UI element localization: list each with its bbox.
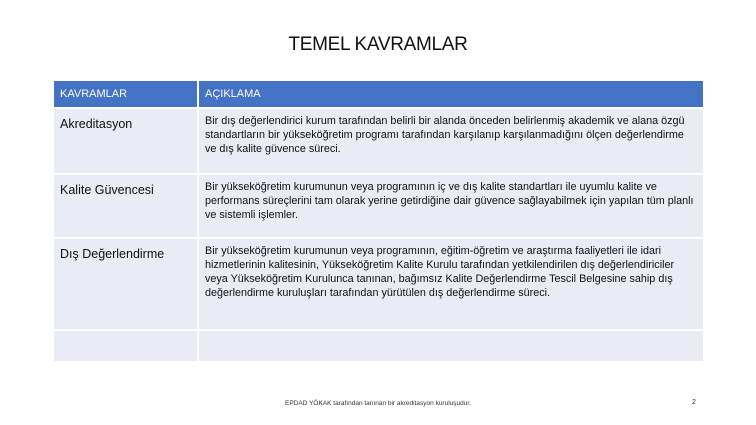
table-header-row bbox=[54, 81, 704, 108]
table-row bbox=[54, 330, 704, 361]
table-row bbox=[54, 108, 704, 174]
header-aciklama: AÇIKLAMA bbox=[198, 81, 704, 108]
table-row bbox=[54, 174, 704, 238]
description-cell: Bir dış değerlendirici kurum tarafından belirli bir alanda önceden belirlenmiş akademik ve alana özgü standartların bir yükseköğretim programı tarafından karşılanıp karşılanmadığını ölçen değerlendirme ve dış kalite güvence süreci. bbox=[198, 108, 704, 174]
description-cell bbox=[198, 330, 704, 361]
description-cell: Bir yükseköğretim kurumunun veya programının, eğitim-öğretim ve araştırma faaliyetleri ile idari hizmetlerinin kalitesinin, Yükseköğretim Kalite Kurulu tarafından yetkilendirilen dış değerlendiriciler veya Yükseköğretim Kurulunca tanınan, bağımsız Kalite Değerlendirme Tescil Belgesine sahip dış değerlendirme kuruluşları tarafından yürütülen dış değerlendirme süreci. bbox=[198, 238, 704, 330]
term-cell bbox=[54, 330, 198, 361]
term-cell: Kalite Güvencesi bbox=[54, 174, 198, 238]
concepts-table bbox=[54, 81, 705, 361]
footer-note: EPDAD YÖKAK tarafından tanınan bir akreditasyon kuruluşudur. bbox=[285, 400, 471, 407]
term-cell: Akreditasyon bbox=[54, 108, 198, 174]
term-cell: Dış Değerlendirme bbox=[54, 238, 198, 330]
description-cell: Bir yükseköğretim kurumunun veya programının iç ve dış kalite standartları ile uyumlu kalite ve performans süreçlerini tam olarak yerine getirdiğine dair güvence sağlayabilmek için yapılan tüm planlı ve sistemli işlemler. bbox=[198, 174, 704, 238]
table-row bbox=[54, 238, 704, 330]
slide-title: TEMEL KAVRAMLAR bbox=[288, 34, 468, 55]
header-kavramlar: KAVRAMLAR bbox=[54, 81, 198, 108]
page-number: 2 bbox=[692, 399, 696, 406]
